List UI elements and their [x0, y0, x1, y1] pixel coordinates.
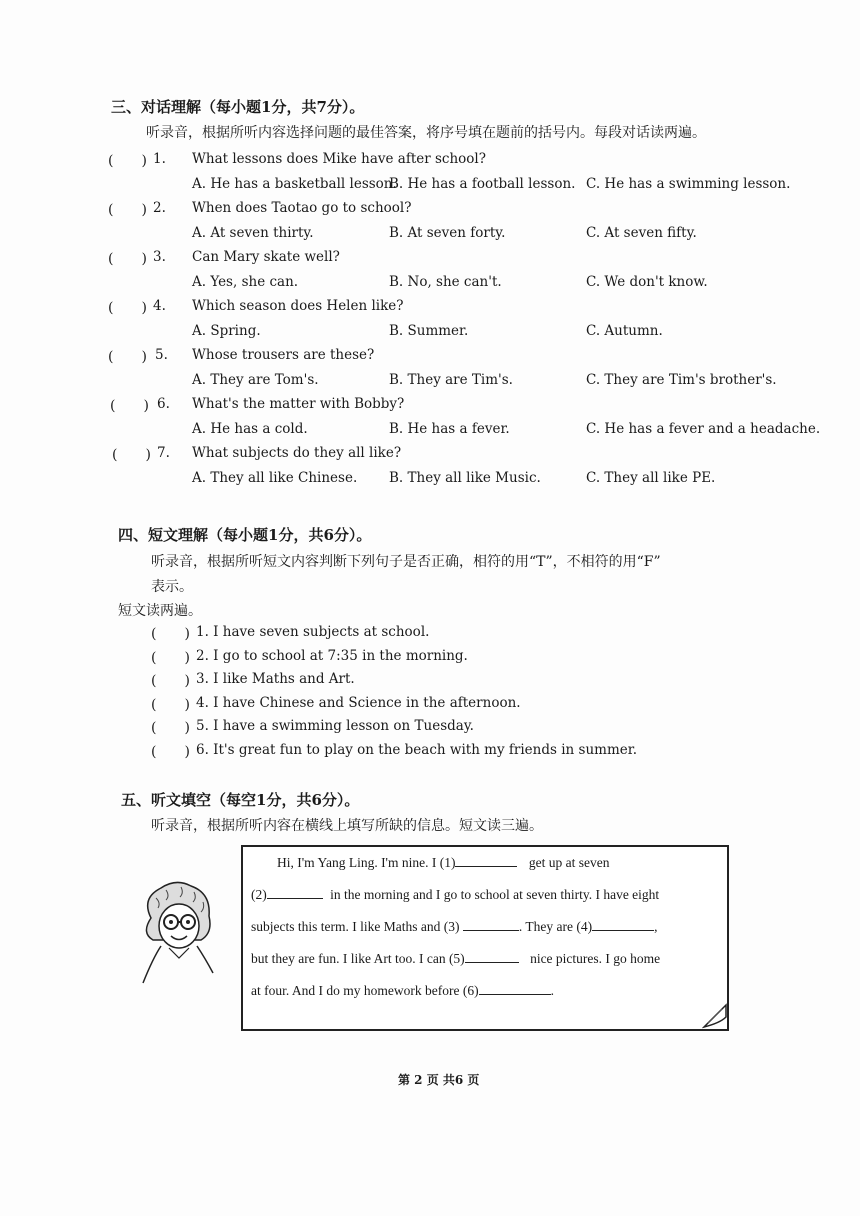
option-a: A. At seven thirty.: [192, 225, 314, 241]
option-a: A. He has a basketball lesson.: [192, 176, 397, 192]
answer-bracket[interactable]: ( ): [112, 447, 151, 463]
section4-instruction-line1: 听录音，根据所听短文内容判断下列句子是否正确，相符的用“T”，不相符的用“F”: [151, 554, 661, 570]
statement-text: 5. I have a swimming lesson on Tuesday.: [196, 718, 474, 735]
section5-title: 五、听文填空（每空1分，共6分）。: [121, 791, 360, 809]
option-c: C. He has a fever and a headache.: [586, 421, 821, 437]
option-b: B. He has a fever.: [389, 421, 510, 437]
option-c: C. At seven fifty.: [586, 225, 697, 241]
question-text: Can Mary skate well?: [192, 249, 340, 265]
blank-1[interactable]: [455, 865, 517, 867]
blank-4[interactable]: [592, 929, 654, 931]
question-text: When does Taotao go to school?: [192, 200, 412, 216]
section4-title: 四、短文理解（每小题1分，共6分）。: [118, 526, 372, 544]
question-number: 1.: [153, 151, 166, 167]
option-a: A. Spring.: [192, 323, 261, 339]
question-text: Which season does Helen like?: [192, 298, 404, 314]
answer-bracket[interactable]: ( ): [151, 696, 190, 713]
option-c: C. They all like PE.: [586, 470, 716, 486]
passage-line2b: in the morning and I go to school at seven thirty. I have eight: [330, 887, 660, 902]
answer-bracket[interactable]: ( ): [151, 673, 190, 690]
option-b: B. They all like Music.: [389, 470, 541, 486]
option-a: A. They are Tom's.: [192, 372, 319, 388]
question-number: 2.: [153, 200, 166, 216]
page-number: 第 2 页 共6 页: [398, 1073, 480, 1087]
question-text: What's the matter with Bobby?: [192, 396, 405, 412]
blank-6[interactable]: [479, 993, 551, 995]
statement-text: 2. I go to school at 7:35 in the morning.: [196, 647, 468, 664]
section3-title: 三、对话理解（每小题1分，共7分）。: [111, 98, 365, 116]
option-b: B. No, she can't.: [389, 274, 502, 290]
option-b: B. At seven forty.: [389, 225, 506, 241]
answer-bracket[interactable]: ( ): [108, 153, 147, 169]
blank-2[interactable]: [267, 897, 323, 899]
answer-bracket[interactable]: ( ): [151, 649, 190, 666]
answer-bracket[interactable]: ( ): [108, 202, 147, 218]
answer-bracket[interactable]: ( ): [108, 251, 147, 267]
option-b: B. He has a football lesson.: [389, 176, 576, 192]
passage-line3c: ,: [654, 919, 658, 934]
section4-instruction-line3: 短文读两遍。: [118, 603, 202, 619]
option-c: C. Autumn.: [586, 323, 663, 339]
answer-bracket[interactable]: ( ): [151, 744, 190, 760]
answer-bracket[interactable]: ( ): [151, 626, 190, 642]
question-number: 3.: [153, 249, 166, 265]
statement-text: 6. It's great fun to play on the beach with my friends in summer.: [196, 742, 637, 758]
question-text: Whose trousers are these?: [192, 347, 375, 363]
option-b: B. Summer.: [389, 323, 469, 339]
option-a: A. Yes, she can.: [192, 274, 299, 290]
answer-bracket[interactable]: ( ): [151, 720, 190, 737]
option-a: A. They all like Chinese.: [192, 470, 358, 486]
passage-line4a: but they are fun. I like Art too. I can (5): [251, 951, 465, 966]
question-number: 7.: [157, 445, 170, 461]
passage-line5a: at four. And I do my homework before (6): [251, 983, 479, 998]
statement-text: 4. I have Chinese and Science in the afternoon.: [196, 694, 521, 711]
statement-text: 3. I like Maths and Art.: [196, 671, 355, 688]
blank-5[interactable]: [465, 961, 519, 963]
section5-instruction: 听录音，根据所听内容在横线上填写所缺的信息。短文读三遍。: [151, 818, 543, 834]
question-number: 4.: [153, 298, 166, 314]
option-b: B. They are Tim's.: [389, 372, 513, 388]
page-curl-decoration: [702, 1003, 728, 1033]
answer-bracket[interactable]: ( ): [110, 398, 149, 414]
option-a: A. He has a cold.: [192, 421, 308, 437]
section4-instruction-line2: 表示。: [151, 579, 193, 595]
passage-line3a: subjects this term. I like Maths and (3): [251, 919, 460, 934]
blank-3[interactable]: [463, 929, 519, 931]
section3-instruction: 听录音，根据所听内容选择问题的最佳答案，将序号填在题前的括号内。每段对话读两遍。: [146, 125, 706, 141]
option-c: C. We don't know.: [586, 274, 708, 290]
statement-text: 1. I have seven subjects at school.: [196, 624, 430, 640]
option-c: C. He has a swimming lesson.: [586, 176, 791, 192]
passage-line2a: (2): [251, 887, 267, 902]
passage-line1a: Hi, I'm Yang Ling. I'm nine. I (1): [277, 855, 456, 870]
option-c: C. They are Tim's brother's.: [586, 372, 777, 388]
passage-line4b: nice pictures. I go home: [530, 951, 661, 966]
girl-illustration: [131, 878, 221, 992]
question-text: What subjects do they all like?: [192, 445, 402, 461]
question-number: 5.: [155, 347, 168, 363]
passage-line1b: get up at seven: [528, 855, 610, 870]
passage-line5b: .: [550, 983, 554, 998]
question-number: 6.: [157, 396, 170, 412]
passage-box: [241, 845, 729, 1031]
passage-line3b: . They are (4): [518, 919, 593, 934]
answer-bracket[interactable]: ( ): [108, 349, 147, 365]
answer-bracket[interactable]: ( ): [108, 300, 147, 316]
question-text: What lessons does Mike have after school?: [192, 151, 486, 167]
